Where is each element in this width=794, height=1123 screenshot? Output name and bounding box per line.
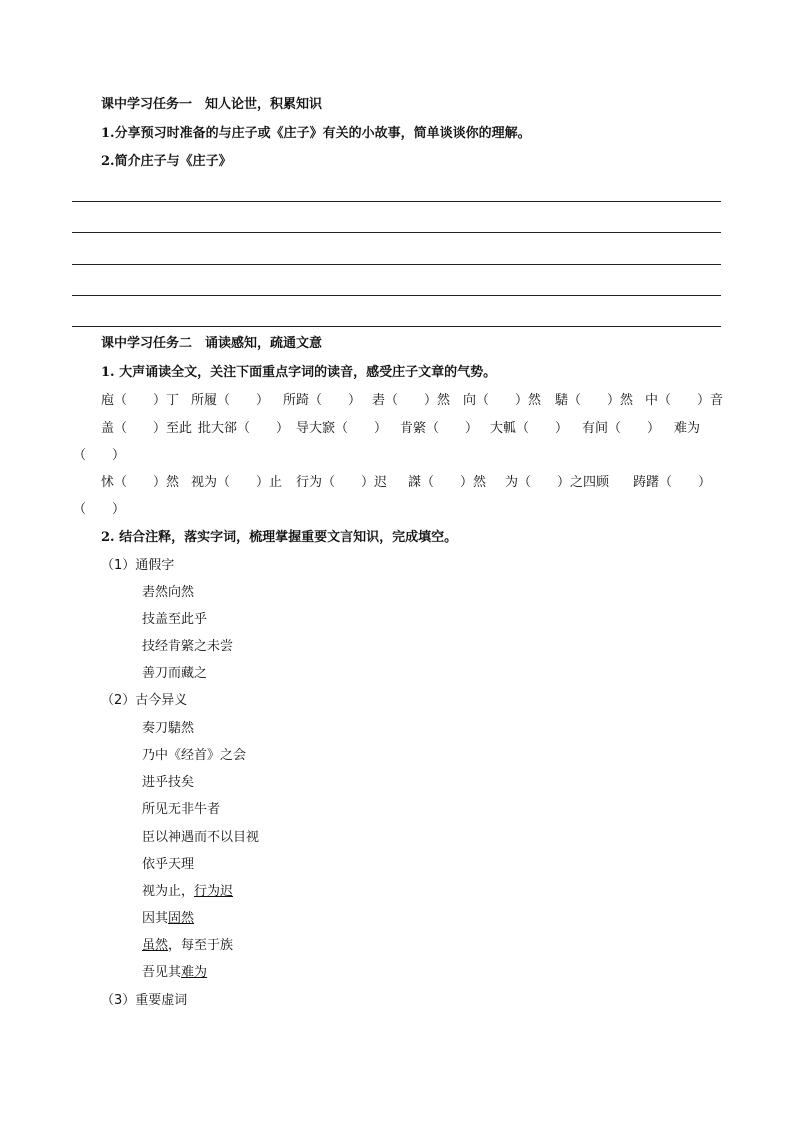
task2-question-1: 1. 大声诵读全文，关注下面重点字词的读音，感受庄子文章的气势。 — [101, 365, 497, 380]
task1-question-2: 2.简介庄子与《庄子》 — [101, 154, 232, 169]
gujinyiyi-item — [142, 883, 233, 901]
pronunciation-item: 批大郤（ ） — [198, 421, 290, 436]
task2-heading: 课中学习任务二 诵读感知，疏通文意 — [101, 336, 323, 351]
pronunciation-item: 庖（ ）丁 — [101, 393, 180, 408]
pronunciation-item: 盖（ ）至此 — [101, 421, 193, 436]
pronunciation-item: 肯綮（ ） — [400, 421, 479, 436]
pronunciation-item: 导大窾（ ） — [296, 421, 388, 436]
pronunciation-item: 为（ ）之四顾 — [505, 475, 610, 490]
task1-question-1: 1.分享预习时准备的与庄子或《庄子》有关的小故事，简单谈谈你的理解。 — [101, 126, 531, 141]
plain-text: 因其 — [142, 911, 169, 926]
plain-text: ，每至于族 — [168, 938, 234, 953]
gujinyiyi-item: 所见无非牛者 — [142, 802, 221, 817]
gujinyiyi-item: 乃中《经首》之会 — [142, 748, 247, 763]
task1-heading: 课中学习任务一 知人论世，积累知识 — [101, 97, 323, 112]
underlined-term: 虽然 — [142, 938, 169, 953]
pronunciation-item: 騞（ ）然 — [555, 393, 634, 408]
section-gujinyiyi-title: （2）古今异义 — [101, 693, 188, 708]
gujinyiyi-item — [142, 937, 233, 955]
answer-line-3 — [72, 264, 721, 265]
gujinyiyi-item: 奏刀騞然 — [142, 721, 195, 736]
pronunciation-item: 所履（ ） — [191, 393, 270, 408]
gujinyiyi-item: 臣以神遇而不以目视 — [142, 830, 260, 845]
gujinyiyi-item: 进乎技矣 — [142, 775, 195, 790]
pronunciation-item: 所踦（ ） — [283, 393, 362, 408]
pronunciation-item: 视为（ ）止 — [191, 475, 283, 490]
pronunciation-item: 大軱（ ） — [490, 421, 569, 436]
plain-text: 吾见其 — [142, 965, 182, 980]
section-xuci-title: （3）重要虚词 — [101, 993, 188, 1008]
pronunciation-item: 踌躇（ ） — [633, 475, 712, 490]
pronunciation-item: 有间（ ） — [582, 421, 661, 436]
pronunciation-row-3 — [0, 474, 794, 492]
tongjiazi-item: 技经肯綮之未尝 — [142, 639, 234, 654]
underlined-term: 难为 — [181, 965, 208, 980]
pronunciation-item: 向（ ）然 — [463, 393, 542, 408]
gujinyiyi-item — [142, 964, 207, 982]
pronunciation-item: 砉（ ）然 — [372, 393, 451, 408]
underlined-term: 行为迟 — [194, 884, 234, 899]
pronunciation-item: 怵（ ）然 — [101, 475, 180, 490]
underlined-term: 固然 — [168, 911, 195, 926]
pronunciation-item: 中（ ）音 — [645, 393, 724, 408]
tongjiazi-item: 善刀而藏之 — [142, 666, 208, 681]
pronunciation-row-3-continuation: （ ） — [73, 502, 126, 517]
pronunciation-item: 难为 — [674, 421, 701, 436]
pronunciation-row-2-continuation: （ ） — [73, 448, 126, 463]
plain-text: 视为止， — [142, 884, 195, 899]
pronunciation-row-1 — [0, 392, 794, 410]
pronunciation-item: 謋（ ）然 — [408, 475, 487, 490]
answer-line-2 — [72, 232, 721, 233]
section-tongjiazi-title: （1）通假字 — [101, 558, 175, 573]
gujinyiyi-item: 依乎天理 — [142, 857, 195, 872]
gujinyiyi-item — [142, 910, 194, 928]
answer-line-4 — [72, 295, 721, 296]
answer-line-1 — [72, 201, 721, 202]
tongjiazi-item: 砉然向然 — [142, 585, 195, 600]
pronunciation-item: 行为（ ）迟 — [296, 475, 388, 490]
answer-line-5 — [72, 326, 721, 327]
task2-question-2: 2. 结合注释，落实字词，梳理掌握重要文言知识，完成填空。 — [101, 530, 458, 545]
pronunciation-row-2 — [0, 420, 794, 438]
tongjiazi-item: 技盖至此乎 — [142, 612, 208, 627]
